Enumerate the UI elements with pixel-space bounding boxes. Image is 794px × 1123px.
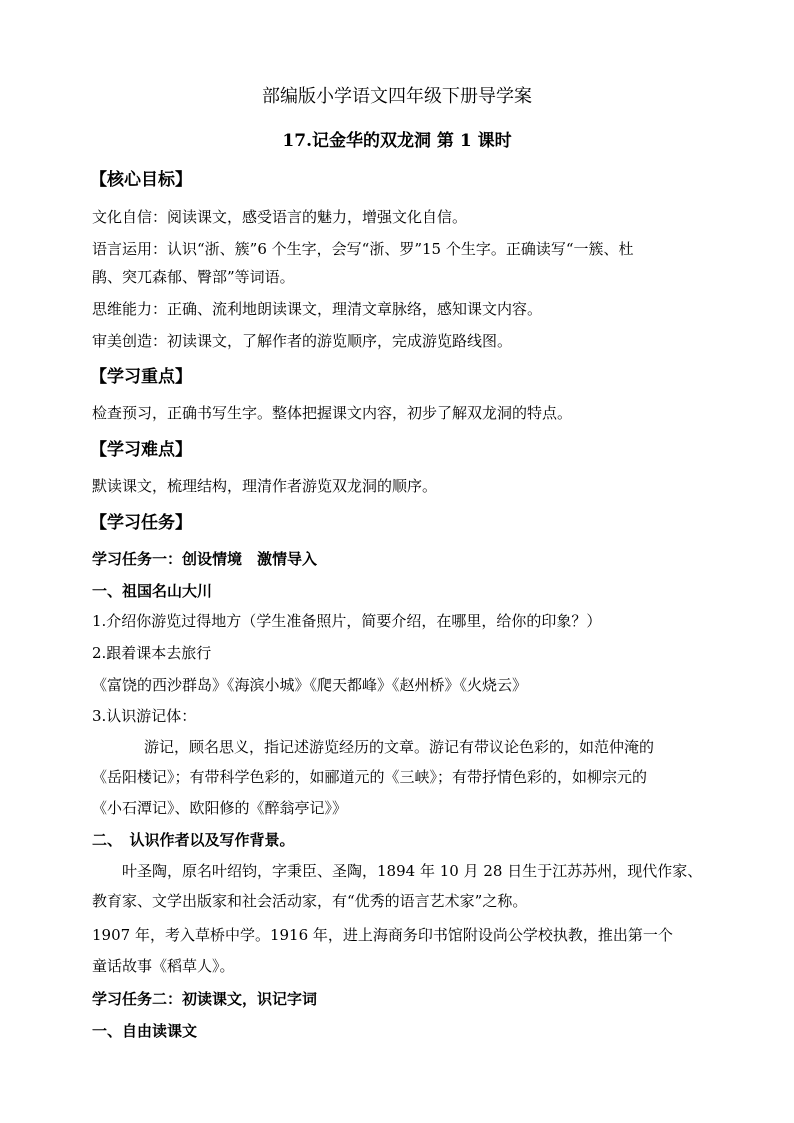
core-goal-line: 审美创造：初读课文，了解作者的游览顺序，完成游览路线图。	[92, 332, 513, 350]
core-goal-line: 思维能力：正确、流利地朗读课文，理清文章脉络，感知课文内容。	[92, 300, 543, 318]
section2-title: 二、 认识作者以及写作背景。	[92, 831, 295, 849]
author-line: 童话故事《稻草人》。	[92, 957, 235, 975]
author-line: 1907 年，考入草桥中学。1916 年，进上海商务印书馆附设尚公学校执教，推出第一个	[92, 926, 673, 944]
book-list: 《富饶的西沙群岛》《海滨小城》《爬天都峰》《赵州桥》《火烧云》	[92, 676, 528, 694]
youji-line: 游记，顾名思义，指记述游览经历的文章。游记有带议论色彩的，如范仲淹的	[144, 738, 655, 756]
difficulties-heading: 【学习难点】	[90, 440, 192, 460]
task1-title: 学习任务一：创设情境 激情导入	[92, 550, 318, 568]
core-goals-heading: 【核心目标】	[90, 170, 192, 190]
lesson-title: 17.记金华的双龙洞 第 1 课时	[282, 131, 512, 151]
core-goal-line: 语言运用：认识“浙、簇”6 个生字，会写“浙、罗”15 个生字。正确读写“一簇、杜	[92, 240, 634, 258]
task-item: 1.介绍你游览过得地方（学生准备照片，简要介绍，在哪里，给你的印象？）	[92, 612, 602, 630]
youji-line: 《岳阳楼记》；有带科学色彩的，如郦道元的《三峡》；有带抒情色彩的，如柳宗元的	[92, 768, 648, 786]
tasks-heading: 【学习任务】	[90, 513, 192, 533]
youji-line: 《小石潭记》、欧阳修的《醉翁亭记》》	[92, 799, 348, 817]
task-item: 2.跟着课本去旅行	[92, 644, 212, 662]
author-line: 教育家、文学出版家和社会活动家，有“优秀的语言艺术家”之称。	[92, 892, 528, 910]
key-points-text: 检查预习，正确书写生字。整体把握课文内容，初步了解双龙洞的特点。	[92, 404, 573, 422]
section1-title: 一、祖国名山大川	[92, 582, 213, 600]
author-line: 叶圣陶，原名叶绍钧，字秉臣、圣陶，1894 年 10 月 28 日生于江苏苏州，现代作家、	[122, 862, 703, 880]
difficulties-text: 默读课文，梳理结构，理清作者游览双龙洞的顺序。	[92, 477, 438, 495]
key-points-heading: 【学习重点】	[90, 367, 192, 387]
core-goal-line: 鹃、突兀森郁、臀部”等词语。	[92, 268, 295, 286]
task2-title: 学习任务二：初读课文，识记字词	[92, 990, 318, 1008]
section3-title: 一、自由读课文	[92, 1022, 198, 1040]
core-goal-line: 文化自信：阅读课文，感受语言的魅力，增强文化自信。	[92, 208, 468, 226]
doc-title: 部编版小学语文四年级下册导学案	[262, 86, 532, 107]
task-item: 3.认识游记体：	[92, 707, 197, 725]
